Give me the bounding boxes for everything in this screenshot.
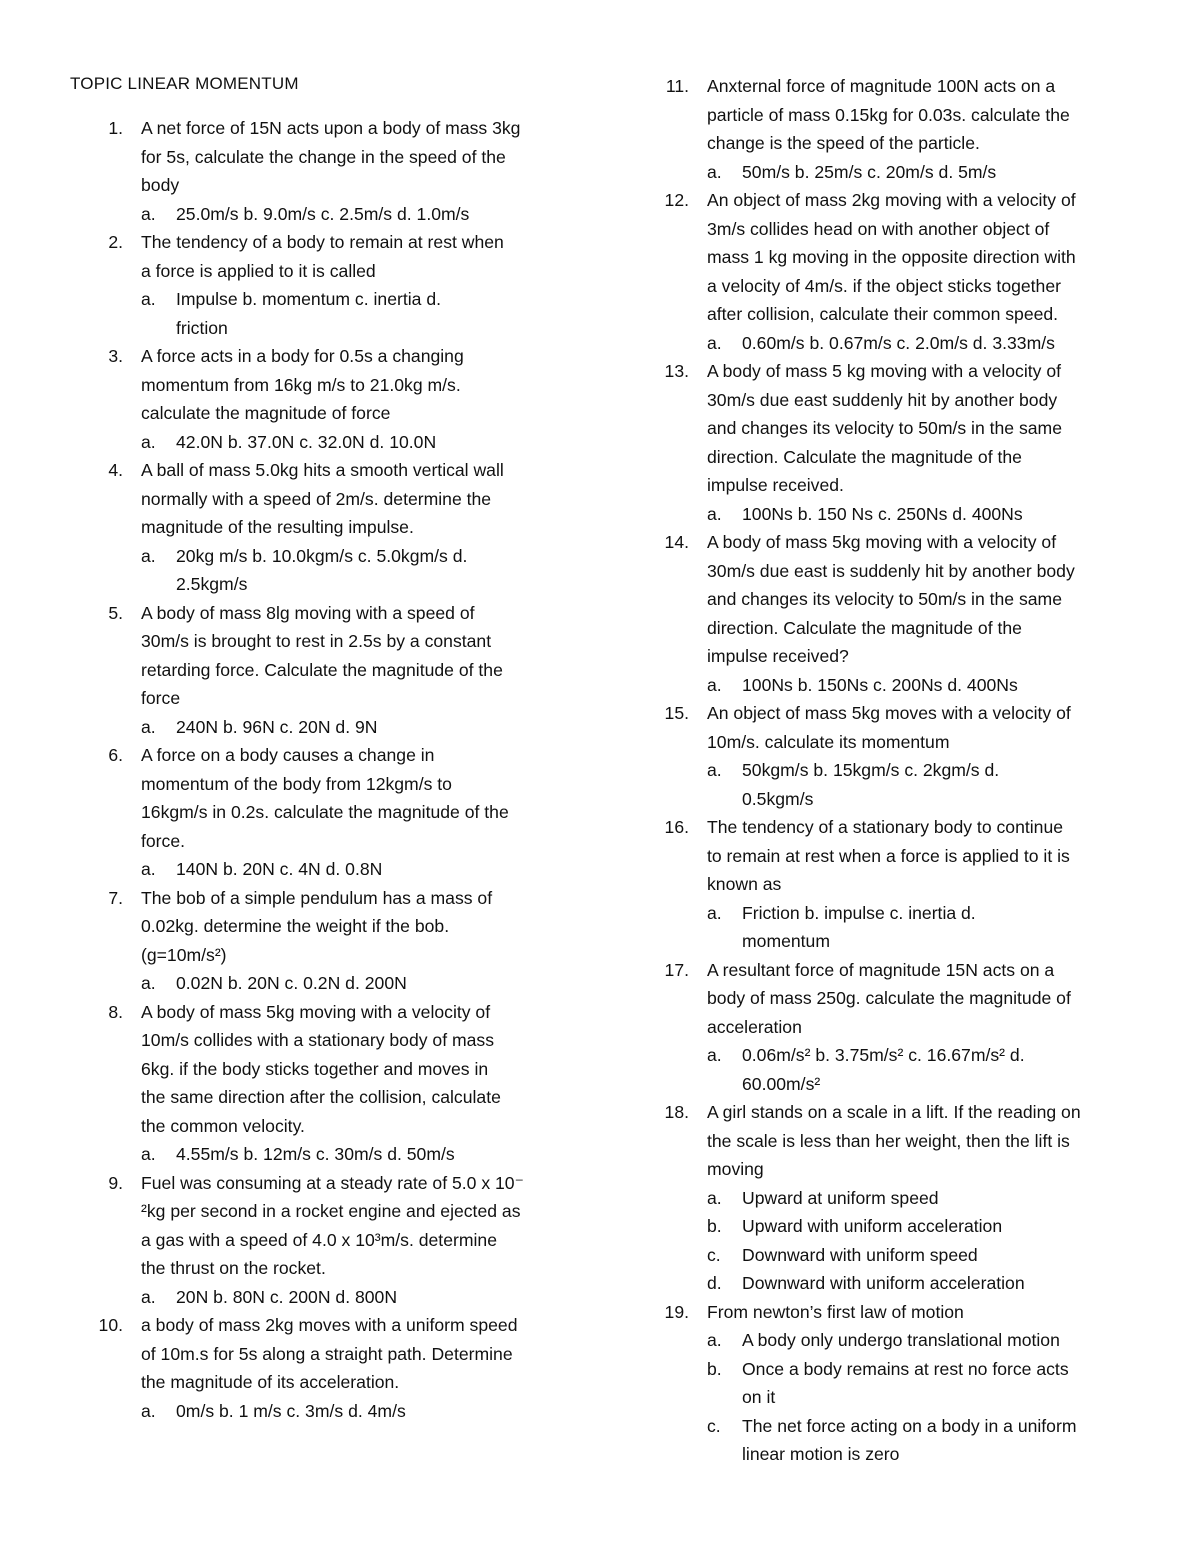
question-item <box>70 1311 570 1397</box>
question-number: 12. <box>664 190 689 210</box>
question-text-line: to remain at rest when a force is applied to it is <box>707 845 1070 866</box>
question-text-line: change is the speed of the particle. <box>707 133 980 153</box>
question-text-line: 10m/s collides with a stationary body of mass <box>141 1030 495 1050</box>
question-text-line: 30m/s due east is suddenly hit by another body <box>707 560 1075 581</box>
question-text-line: 16kgm/s in 0.2s. calculate the magnitude of the <box>141 802 509 822</box>
option-text-line: 0.02N b. 20N c. 0.2N d. 200N <box>176 973 407 993</box>
question-item <box>636 1098 1136 1184</box>
option-item <box>70 969 570 998</box>
option-label: a. <box>141 289 156 309</box>
question-item <box>70 228 570 285</box>
option-item <box>70 855 570 884</box>
question-text-line: Fuel was consuming at a steady rate of 5.0 x 10⁻ <box>141 1172 524 1193</box>
question-text-line: direction. Calculate the magnitude of the <box>707 446 1022 467</box>
option-text-line: on it <box>742 1387 776 1407</box>
option-item <box>70 285 570 342</box>
option-text-line: 25.0m/s b. 9.0m/s c. 2.5m/s d. 1.0m/s <box>176 203 470 224</box>
option-label: a. <box>707 332 722 353</box>
question-text-line: moving <box>707 1159 764 1179</box>
question-number: 4. <box>108 460 123 480</box>
question-text-line: the scale is less than her weight, then the lift is <box>707 1130 1070 1151</box>
question-text-line: body of mass 250g. calculate the magnitude of <box>707 988 1071 1008</box>
question-text-line: mass 1 kg moving in the opposite direction with <box>707 247 1076 267</box>
option-text-line: 100Ns b. 150 Ns c. 250Ns d. 400Ns <box>742 503 1023 524</box>
question-text-line: a velocity of 4m/s. if the object sticks together <box>707 275 1061 296</box>
question-text-line: known as <box>707 874 782 894</box>
question-text-line: An object of mass 2kg moving with a velocity of <box>707 190 1076 210</box>
left-column <box>70 114 570 1425</box>
option-text-line: 20N b. 80N c. 200N d. 800N <box>176 1286 398 1307</box>
question-number: 6. <box>108 745 123 765</box>
question-text-line: 30m/s due east suddenly hit by another body <box>707 389 1058 410</box>
question-text-line: A girl stands on a scale in a lift. If the reading on <box>707 1102 1081 1122</box>
question-number: 3. <box>108 346 123 366</box>
option-label: a. <box>707 1187 722 1208</box>
option-text-line: 100Ns b. 150Ns c. 200Ns d. 400Ns <box>742 674 1018 695</box>
option-label: a. <box>707 902 722 923</box>
question-text-line: Anxternal force of magnitude 100N acts on a <box>707 76 1056 96</box>
question-number: 16. <box>664 817 689 837</box>
option-label: a. <box>707 674 722 695</box>
option-text-line: 20kg m/s b. 10.0kgm/s c. 5.0kgm/s d. <box>176 545 468 566</box>
option-label: a. <box>141 859 156 879</box>
question-number: 19. <box>664 1301 689 1322</box>
question-item <box>636 956 1136 1042</box>
option-label: a. <box>707 1330 722 1350</box>
question-text-line: calculate the magnitude of force <box>141 403 391 423</box>
question-text-line: A force acts in a body for 0.5s a changing <box>141 346 464 366</box>
question-text-line: retarding force. Calculate the magnitude of the <box>141 659 503 680</box>
question-text-line: a gas with a speed of 4.0 x 10³m/s. determine <box>141 1229 497 1250</box>
question-text-line: direction. Calculate the magnitude of the <box>707 617 1022 638</box>
question-text-line: normally with a speed of 2m/s. determine the <box>141 488 492 509</box>
question-item <box>636 813 1136 899</box>
option-item <box>636 1184 1136 1213</box>
option-label: c. <box>707 1415 721 1436</box>
question-text-line: A body of mass 5kg moving with a velocity of <box>141 1001 491 1022</box>
question-text-line: impulse received? <box>707 646 849 666</box>
question-number: 5. <box>108 602 123 623</box>
option-item <box>636 1041 1136 1098</box>
option-item <box>636 671 1136 700</box>
option-label: a. <box>141 716 156 737</box>
question-text-line: a force is applied to it is called <box>141 260 376 281</box>
option-text-line: 0m/s b. 1 m/s c. 3m/s d. 4m/s <box>176 1400 406 1421</box>
option-text-line: Upward at uniform speed <box>742 1187 939 1208</box>
option-text-line: 0.06m/s² b. 3.75m/s² c. 16.67m/s² d. <box>742 1045 1025 1065</box>
question-text-line: particle of mass 0.15kg for 0.03s. calculate the <box>707 104 1070 125</box>
question-text-line: The bob of a simple pendulum has a mass of <box>141 887 493 908</box>
question-text-line: magnitude of the resulting impulse. <box>141 517 414 537</box>
question-text-line: A body of mass 5kg moving with a velocity of <box>707 532 1057 552</box>
question-item <box>70 741 570 855</box>
question-number: 10. <box>98 1315 123 1335</box>
option-item <box>70 1283 570 1312</box>
question-item <box>70 342 570 428</box>
option-item <box>636 158 1136 187</box>
question-text-line: A body of mass 5 kg moving with a velocity of <box>707 361 1061 381</box>
question-number: 18. <box>664 1102 689 1122</box>
option-item <box>70 428 570 457</box>
option-text-line: friction <box>176 317 228 338</box>
question-text-line: a body of mass 2kg moves with a uniform speed <box>141 1315 518 1335</box>
question-number: 11. <box>665 76 689 96</box>
question-number: 17. <box>664 959 689 980</box>
question-text-line: after collision, calculate their common speed. <box>707 304 1059 324</box>
question-text-line: the thrust on the rocket. <box>141 1258 326 1278</box>
option-item <box>636 1212 1136 1241</box>
option-item <box>636 1355 1136 1412</box>
option-text-line: 240N b. 96N c. 20N d. 9N <box>176 716 378 737</box>
option-item <box>636 899 1136 956</box>
question-item <box>636 357 1136 500</box>
question-text-line: and changes its velocity to 50m/s in the same <box>707 418 1062 438</box>
question-item <box>70 1169 570 1283</box>
question-text-line: force. <box>141 830 186 851</box>
option-text-line: momentum <box>742 931 830 951</box>
question-number: 14. <box>664 532 689 552</box>
option-text-line: Friction b. impulse c. inertia d. <box>742 902 976 923</box>
option-text-line: 140N b. 20N c. 4N d. 0.8N <box>176 859 383 879</box>
question-text-line: The tendency of a stationary body to continue <box>707 817 1064 837</box>
question-item <box>636 186 1136 329</box>
question-text-line: A ball of mass 5.0kg hits a smooth vertical wall <box>141 460 504 480</box>
option-item <box>636 1241 1136 1270</box>
option-text-line: linear motion is zero <box>742 1444 900 1464</box>
question-item <box>636 1298 1136 1327</box>
option-item <box>636 1412 1136 1469</box>
option-text-line: Impulse b. momentum c. inertia d. <box>176 289 441 309</box>
option-text-line: 0.5kgm/s <box>742 788 814 809</box>
option-text-line: 0.60m/s b. 0.67m/s c. 2.0m/s d. 3.33m/s <box>742 332 1055 353</box>
option-item <box>636 1326 1136 1355</box>
question-text-line: A net force of 15N acts upon a body of mass 3kg <box>141 118 521 138</box>
option-text-line: 50m/s b. 25m/s c. 20m/s d. 5m/s <box>742 161 997 182</box>
option-item <box>636 500 1136 529</box>
question-text-line: of 10m.s for 5s along a straight path. Determine <box>141 1343 513 1364</box>
question-text-line: for 5s, calculate the change in the speed of the <box>141 146 506 167</box>
option-label: b. <box>707 1216 722 1236</box>
question-text-line: 0.02kg. determine the weight if the bob. <box>141 916 450 936</box>
right-column <box>636 72 1136 1469</box>
option-text-line: 4.55m/s b. 12m/s c. 30m/s d. 50m/s <box>176 1144 455 1164</box>
question-item <box>636 72 1136 158</box>
question-text-line: momentum of the body from 12kgm/s to <box>141 773 452 794</box>
option-label: a. <box>141 431 156 452</box>
question-text-line: the common velocity. <box>141 1115 305 1136</box>
option-label: b. <box>707 1358 722 1379</box>
option-text-line: Once a body remains at rest no force acts <box>742 1358 1069 1379</box>
question-number: 8. <box>108 1001 123 1022</box>
option-text-line: 42.0N b. 37.0N c. 32.0N d. 10.0N <box>176 431 437 452</box>
option-item <box>636 756 1136 813</box>
question-text-line: momentum from 16kg m/s to 21.0kg m/s. <box>141 374 461 395</box>
question-text-line: ²kg per second in a rocket engine and ejected as <box>141 1201 521 1221</box>
option-label: a. <box>141 973 156 993</box>
option-item <box>70 1140 570 1169</box>
option-item <box>70 1397 570 1426</box>
option-item <box>70 200 570 229</box>
question-item <box>70 599 570 713</box>
question-text-line: An object of mass 5kg moves with a velocity of <box>707 703 1071 723</box>
question-text-line: (g=10m/s²) <box>141 944 227 965</box>
question-text-line: the magnitude of its acceleration. <box>141 1372 400 1392</box>
question-item <box>70 884 570 970</box>
question-text-line: 10m/s. calculate its momentum <box>707 731 950 752</box>
question-number: 2. <box>108 232 123 252</box>
option-text-line: Upward with uniform acceleration <box>742 1216 1003 1236</box>
option-text-line: 50kgm/s b. 15kgm/s c. 2kgm/s d. <box>742 760 1000 780</box>
question-text-line: A resultant force of magnitude 15N acts on a <box>707 959 1055 980</box>
option-item <box>636 1269 1136 1298</box>
question-text-line: A body of mass 8lg moving with a speed of <box>141 602 475 623</box>
question-number: 1. <box>108 118 123 138</box>
question-text-line: 6kg. if the body sticks together and moves in <box>141 1058 489 1079</box>
option-label: a. <box>141 1144 156 1164</box>
question-item <box>70 998 570 1141</box>
option-label: a. <box>141 203 156 224</box>
option-label: a. <box>141 1400 156 1421</box>
question-number: 7. <box>108 887 123 908</box>
option-text-line: The net force acting on a body in a uniform <box>742 1415 1077 1436</box>
question-text-line: From newton’s first law of motion <box>707 1301 964 1322</box>
page-title: TOPIC LINEAR MOMENTUM <box>70 74 299 93</box>
option-label: d. <box>707 1273 722 1293</box>
question-text-line: impulse received. <box>707 475 844 495</box>
option-label: a. <box>141 1286 156 1307</box>
option-label: a. <box>141 545 156 566</box>
option-label: c. <box>707 1244 721 1265</box>
option-label: a. <box>707 161 722 182</box>
option-item <box>70 542 570 599</box>
question-text-line: body <box>141 175 180 195</box>
option-text-line: A body only undergo translational motion <box>742 1330 1060 1350</box>
question-number: 13. <box>664 361 689 381</box>
question-text-line: The tendency of a body to remain at rest when <box>141 232 504 252</box>
question-text-line: 30m/s is brought to rest in 2.5s by a constant <box>141 631 492 651</box>
option-text-line: Downward with uniform speed <box>742 1244 978 1265</box>
option-text-line: 60.00m/s² <box>742 1073 821 1094</box>
question-text-line: the same direction after the collision, calculate <box>141 1087 501 1107</box>
option-text-line: Downward with uniform acceleration <box>742 1273 1025 1293</box>
option-label: a. <box>707 503 722 524</box>
question-item <box>636 528 1136 671</box>
question-text-line: acceleration <box>707 1016 802 1037</box>
question-text-line: and changes its velocity to 50m/s in the same <box>707 589 1062 609</box>
option-text-line: 2.5kgm/s <box>176 574 248 594</box>
question-text-line: A force on a body causes a change in <box>141 745 435 765</box>
option-item <box>70 713 570 742</box>
option-item <box>636 329 1136 358</box>
question-item <box>70 114 570 200</box>
question-item <box>636 699 1136 756</box>
question-number: 9. <box>108 1172 123 1193</box>
option-label: a. <box>707 760 722 780</box>
question-text-line: force <box>141 688 181 708</box>
question-number: 15. <box>664 703 689 723</box>
question-item <box>70 456 570 542</box>
question-text-line: 3m/s collides head on with another object of <box>707 218 1050 239</box>
option-label: a. <box>707 1045 722 1065</box>
